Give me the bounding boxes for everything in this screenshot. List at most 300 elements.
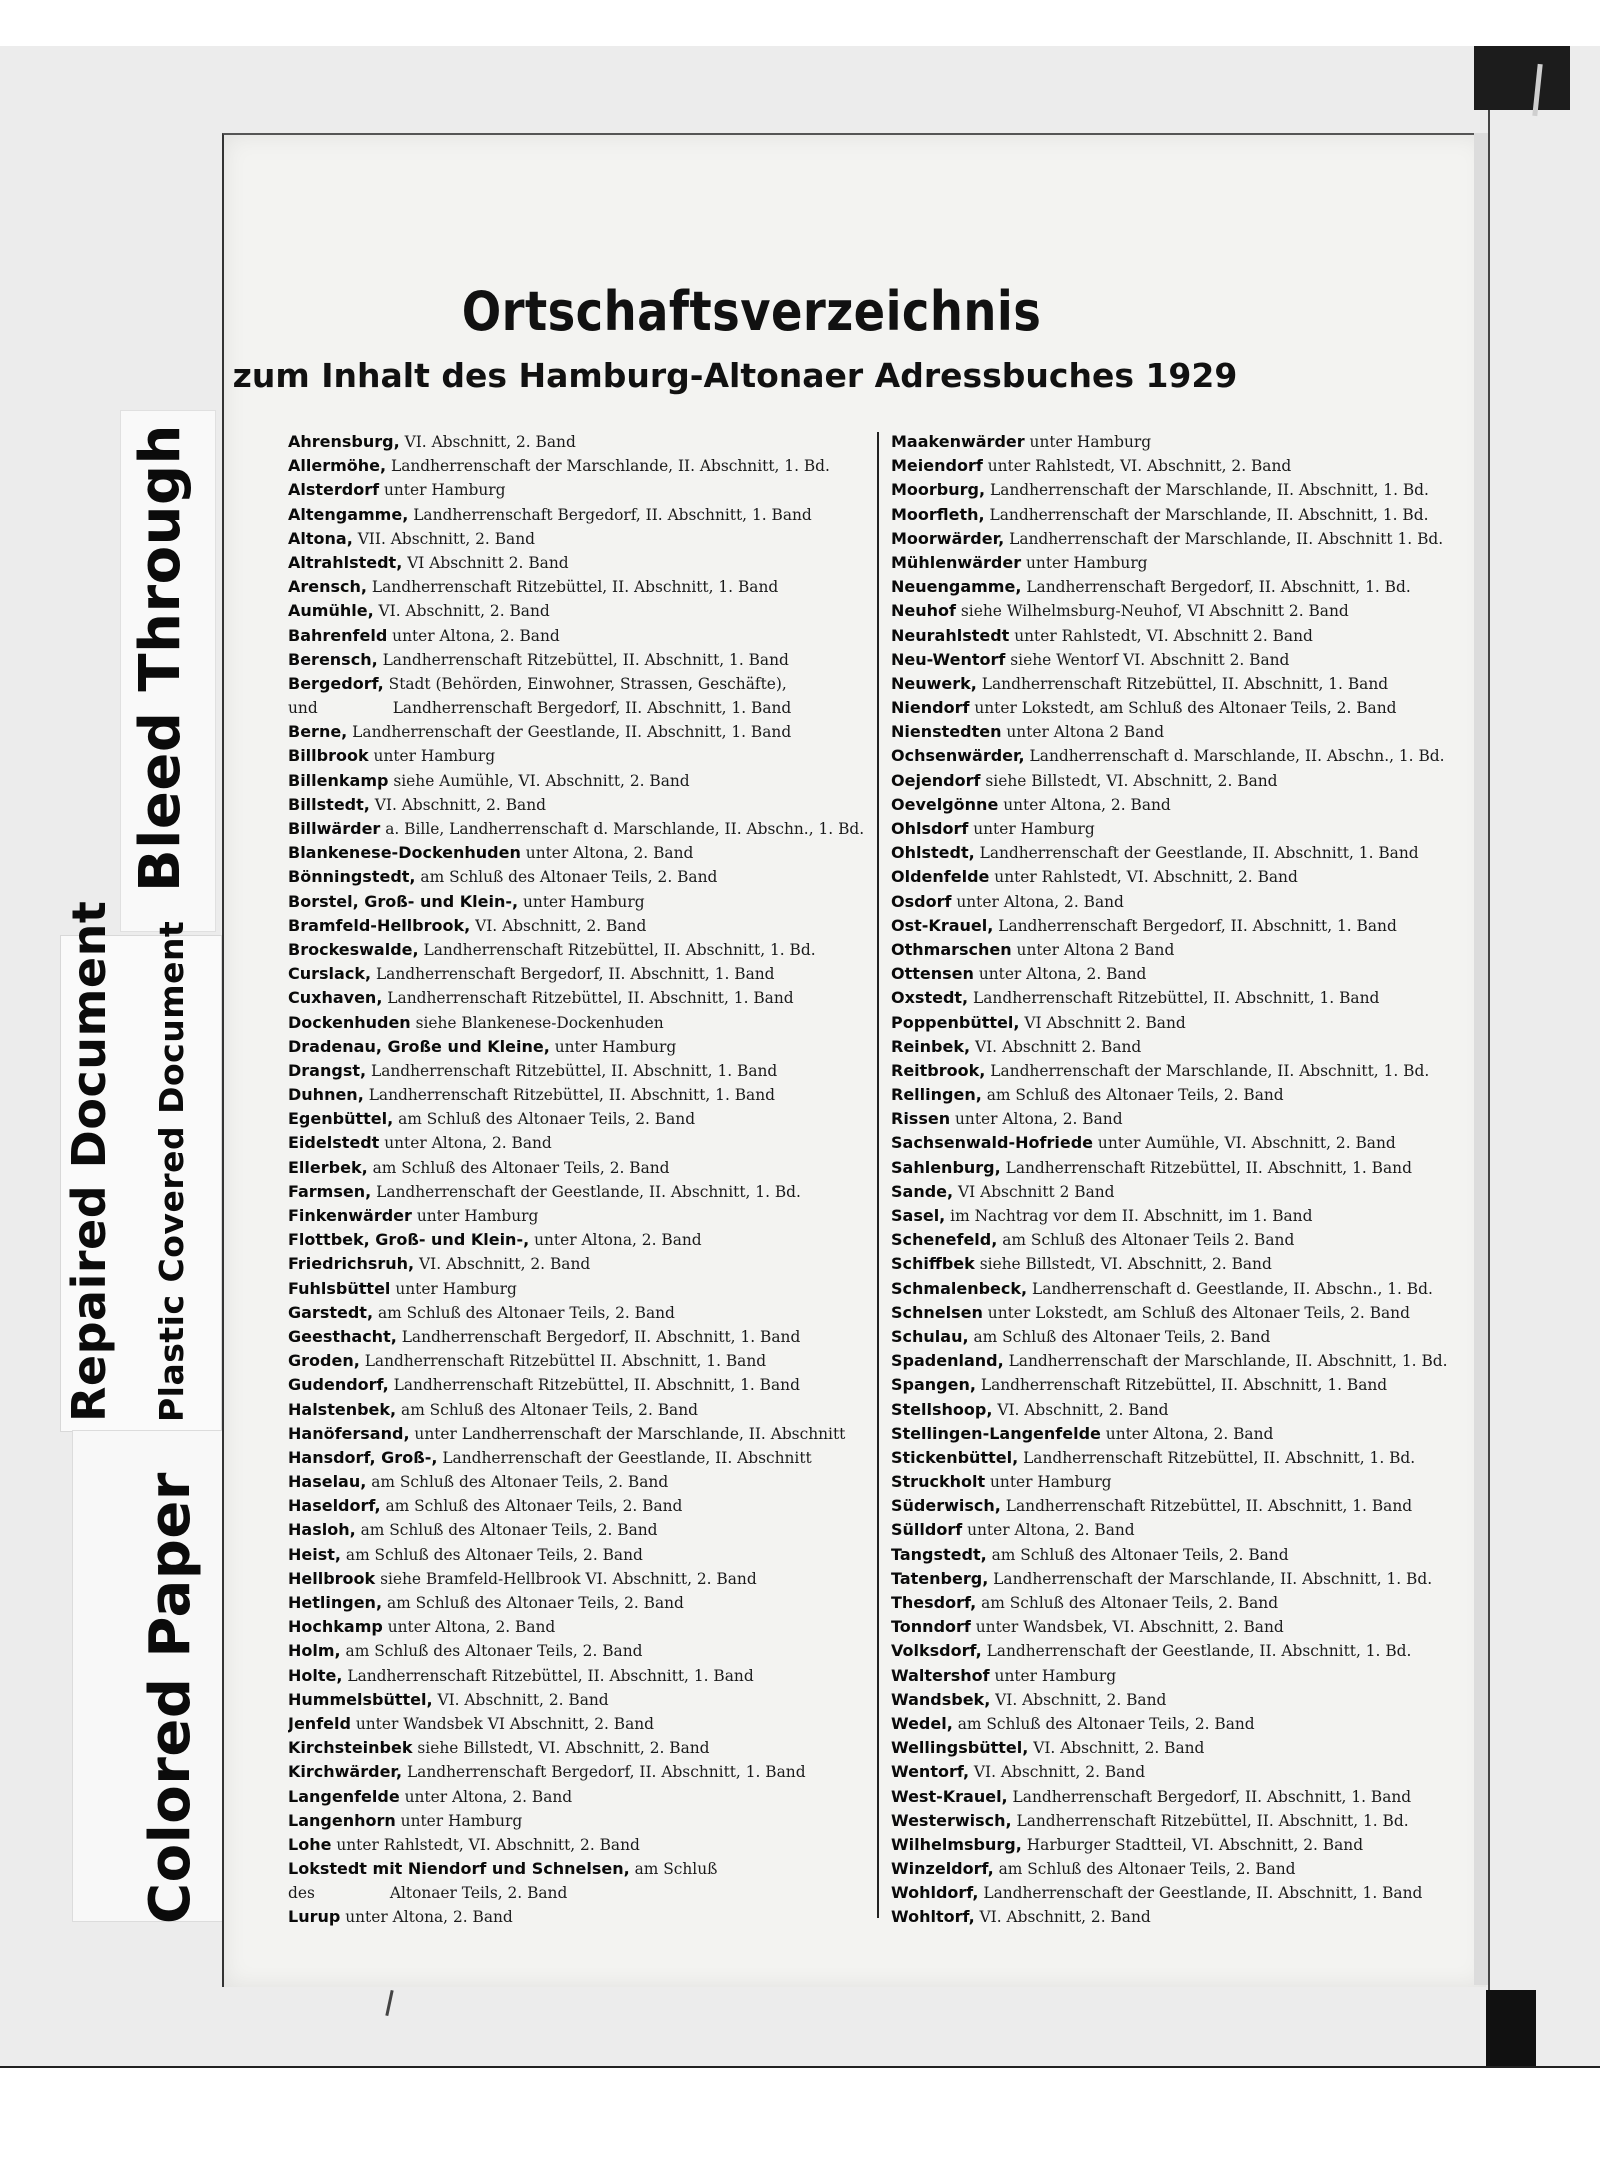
index-entry [891, 1252, 1461, 1276]
index-entry [288, 1446, 866, 1470]
place-reference: Landherrenschaft der Marschlande, II. Abschnitt 1. Bd. [1009, 529, 1444, 548]
place-reference: unter Altona 2 Band [1006, 723, 1165, 742]
place-reference: Landherrenschaft Bergedorf, II. Abschnitt, 1. Band [1012, 1787, 1412, 1806]
place-reference: Landherrenschaft Bergedorf, II. Abschnitt, 1. Band [401, 1327, 801, 1346]
index-entry [288, 430, 866, 454]
place-reference: am Schluß des Altonaer Teils, 2. Band [401, 1400, 698, 1419]
place-name: Maakenwärder [891, 432, 1025, 451]
index-entry [288, 1518, 866, 1542]
index-entry [891, 1083, 1461, 1107]
index-entry [891, 624, 1461, 648]
index-entry [288, 720, 866, 744]
place-reference: Landherrenschaft Ritzebüttel, II. Abschnitt, 1. Bd. [1023, 1448, 1416, 1467]
index-entry [288, 454, 866, 478]
place-name: Bergedorf, [288, 673, 384, 693]
place-reference: am Schluß des Altonaer Teils, 2. Band [957, 1714, 1255, 1733]
index-entry [891, 1543, 1461, 1567]
place-name: Aumühle, [288, 601, 374, 621]
place-name: Hasloh, [288, 1520, 356, 1540]
index-entry [288, 1301, 866, 1325]
place-reference: am Schluß des Altonaer Teils, 2. Band [372, 1158, 670, 1177]
place-reference: am Schluß des Altonaer Teils, 2. Band [981, 1594, 1279, 1612]
place-reference: unter Altona, 2. Band [525, 844, 694, 863]
place-name: Poppenbüttel, [891, 1012, 1020, 1032]
place-name: Sande, [891, 1181, 954, 1201]
place-name: Winzeldorf, [891, 1859, 994, 1879]
index-entry [288, 1905, 866, 1929]
index-entry [891, 817, 1461, 841]
place-name: Billwärder [288, 819, 381, 839]
place-name: Oldenfelde [891, 867, 990, 887]
index-entry [288, 478, 866, 502]
place-reference: Landherrenschaft der Geestlande, II. Abschnitt, 1. Bd. [376, 1182, 801, 1201]
place-name: Wellingsbüttel, [891, 1738, 1029, 1758]
index-entry [288, 575, 866, 599]
index-entry [891, 1156, 1461, 1180]
place-reference: unter Hamburg [973, 820, 1095, 838]
index-entry [891, 769, 1461, 793]
label-repaired-document: Repaired Document [62, 900, 116, 1422]
document-page-edge [1474, 133, 1488, 1985]
place-reference: siehe Billstedt, VI. Abschnitt, 2. Band [985, 771, 1278, 790]
place-name: Neuengamme, [891, 577, 1022, 597]
index-entry [288, 1373, 866, 1397]
place-name: Haselau, [288, 1472, 367, 1492]
place-reference: Stadt (Behörden, Einwohner, Strassen, Geschäfte), und [288, 674, 787, 717]
place-reference: am Schluß des [288, 1860, 718, 1903]
place-name: Holm, [288, 1641, 341, 1661]
place-reference: VI. Abschnitt, 2. Band [1033, 1739, 1205, 1758]
index-entry [288, 1567, 866, 1591]
place-reference: am Schluß des Altonaer Teils, 2. Band [398, 1110, 696, 1129]
index-entry [891, 1567, 1461, 1591]
place-reference: unter Landherrenschaft der Marschlande, II. Abschnitt [414, 1424, 846, 1443]
place-reference: Landherrenschaft Ritzebüttel, II. Abschnitt, 1. Band [371, 578, 779, 597]
place-reference: Landherrenschaft Ritzebüttel, II. Abschnitt, 1. Band [981, 674, 1389, 693]
label-colored-paper: Colored Paper [138, 1472, 203, 1924]
place-name: Westerwisch, [891, 1810, 1012, 1830]
place-name: West-Krauel, [891, 1786, 1008, 1806]
place-reference: siehe Wentorf VI. Abschnitt 2. Band [1010, 650, 1290, 669]
place-name: Volksdorf, [891, 1641, 982, 1661]
place-name: Neurahlstedt [891, 625, 1010, 645]
place-name: Altengamme, [288, 504, 409, 524]
place-name: Hanöfersand, [288, 1423, 410, 1443]
index-entry [891, 1857, 1461, 1881]
index-entry [891, 527, 1461, 551]
place-name: Bönningstedt, [288, 867, 416, 887]
place-name: Egenbüttel, [288, 1109, 394, 1129]
place-name: Stellingen-Langenfelde [891, 1423, 1101, 1443]
place-reference-continued: Landherrenschaft Bergedorf, II. Abschnitt, 1. Band [392, 698, 792, 717]
place-name: Gudendorf, [288, 1375, 389, 1395]
index-entry [288, 1688, 866, 1712]
place-name: Wohldorf, [891, 1883, 979, 1903]
index-entry [288, 672, 866, 720]
place-name: Altrahlstedt, [288, 552, 403, 572]
place-name: Tatenberg, [891, 1568, 989, 1588]
place-name: Nienstedten [891, 722, 1002, 742]
place-name: Reitbrook, [891, 1060, 986, 1080]
index-entry [891, 1204, 1461, 1228]
index-entry [891, 599, 1461, 623]
place-name: Hetlingen, [288, 1593, 383, 1613]
place-name: Osdorf [891, 891, 952, 911]
index-entry [288, 962, 866, 986]
place-name: Altona, [288, 528, 353, 548]
place-name: Oxstedt, [891, 988, 969, 1008]
place-name: Waltershof [891, 1665, 990, 1685]
index-entry [891, 1881, 1461, 1905]
place-name: Lokstedt mit Niendorf und Schnelsen, [288, 1859, 630, 1879]
index-entry [891, 503, 1461, 527]
place-name: Othmarschen [891, 939, 1012, 959]
index-entry [891, 938, 1461, 962]
place-name: Cuxhaven, [288, 988, 383, 1008]
index-entry [891, 1833, 1461, 1857]
place-reference: siehe Blankenese-Dockenhuden [415, 1013, 664, 1032]
place-name: Bahrenfeld [288, 625, 388, 645]
place-reference: am Schluß des Altonaer Teils, 2. Band [371, 1473, 669, 1492]
place-reference: Landherrenschaft der Geestlande, II. Abschnitt, 1. Band [983, 1884, 1423, 1903]
place-reference: am Schluß des Altonaer Teils, 2. Band [377, 1303, 675, 1322]
place-name: Rellingen, [891, 1085, 982, 1105]
place-name: Neuhof [891, 601, 956, 621]
place-name: Ohlstedt, [891, 843, 975, 863]
place-name: Drangst, [288, 1060, 367, 1080]
index-entry [288, 744, 866, 768]
scan-bottom-margin [0, 2066, 1600, 2179]
place-reference: unter Hamburg [554, 1037, 677, 1056]
index-entry [891, 1180, 1461, 1204]
place-reference: Landherrenschaft der Geestlande, II. Abschnitt [442, 1448, 812, 1467]
index-entry [288, 1349, 866, 1373]
place-reference: VI Abschnitt 2. Band [1024, 1013, 1186, 1032]
label-bleed-through: Bleed Through [128, 424, 193, 892]
place-name: Borstel, Groß- und Klein-, [288, 891, 519, 911]
index-entry [288, 1107, 866, 1131]
index-entry [288, 1785, 866, 1809]
place-name: Curslack, [288, 964, 372, 984]
place-name: Hansdorf, Groß-, [288, 1447, 438, 1467]
index-entry [288, 1809, 866, 1833]
place-name: Blankenese-Dockenhuden [288, 843, 521, 863]
index-entry [288, 527, 866, 551]
place-name: Finkenwärder [288, 1206, 412, 1226]
place-reference: unter Altona, 2. Band [384, 1134, 552, 1153]
place-name: Süderwisch, [891, 1496, 1001, 1516]
place-reference: Landherrenschaft der Marschlande, II. Abschnitt, 1. Bd. [989, 481, 1429, 500]
index-entry [288, 1712, 866, 1736]
index-entry [288, 1398, 866, 1422]
index-entry [891, 551, 1461, 575]
place-reference: unter Hamburg [416, 1207, 539, 1226]
column-divider [877, 432, 879, 1918]
index-entry [891, 720, 1461, 744]
place-reference: siehe Billstedt, VI. Abschnitt, 2. Band [417, 1739, 710, 1758]
place-name: Mühlenwärder [891, 552, 1022, 572]
place-reference: unter Altona, 2. Band [404, 1787, 573, 1806]
place-reference: VI Abschnitt 2 Band [958, 1182, 1115, 1201]
place-name: Billbrook [288, 746, 369, 766]
index-entry [891, 1107, 1461, 1131]
place-reference: VII. Abschnitt, 2. Band [357, 529, 535, 548]
place-reference: unter Altona, 2. Band [1105, 1424, 1274, 1443]
index-entry [891, 1035, 1461, 1059]
index-entry [891, 744, 1461, 768]
place-name: Ottensen [891, 964, 974, 984]
place-name: Lohe [288, 1834, 332, 1854]
place-name: Berne, [288, 722, 348, 742]
index-entry [891, 1494, 1461, 1518]
place-reference: siehe Wilhelmsburg-Neuhof, VI Abschnitt 2. Band [960, 602, 1349, 621]
index-entry [891, 454, 1461, 478]
index-entry [891, 478, 1461, 502]
index-entry [891, 1228, 1461, 1252]
place-name: Stellshoop, [891, 1399, 993, 1419]
place-name: Duhnen, [288, 1085, 364, 1105]
place-reference: unter Altona, 2. Band [534, 1231, 702, 1250]
place-reference: Landherrenschaft der Marschlande, II. Abschnitt, 1. Bd. [989, 505, 1429, 524]
place-name: Reinbek, [891, 1036, 971, 1056]
index-entry [288, 551, 866, 575]
place-reference: unter Altona, 2. Band [967, 1521, 1135, 1540]
index-entry [891, 1785, 1461, 1809]
place-reference: Landherrenschaft Bergedorf, II. Abschnitt, 1. Band [413, 505, 812, 524]
index-entry [288, 793, 866, 817]
place-name: Friedrichsruh, [288, 1254, 415, 1274]
place-reference: unter Hamburg [373, 747, 496, 766]
index-entry [288, 1325, 866, 1349]
place-name: Arensch, [288, 577, 367, 597]
place-name: Moorfleth, [891, 504, 985, 524]
index-entry [891, 890, 1461, 914]
index-entry [891, 865, 1461, 889]
place-reference: Landherrenschaft der Marschlande, II. Abschnitt, 1. Bd. [390, 457, 830, 476]
place-name: Jenfeld [288, 1713, 351, 1733]
place-name: Langenfelde [288, 1786, 400, 1806]
place-name: Hochkamp [288, 1617, 383, 1637]
place-name: Garstedt, [288, 1302, 374, 1322]
place-reference: siehe Billstedt, VI. Abschnitt, 2. Band [979, 1255, 1272, 1274]
place-name: Wedel, [891, 1713, 953, 1733]
place-reference: Landherrenschaft Bergedorf, II. Abschnitt, 1. Band [375, 965, 775, 984]
place-reference: Landherrenschaft der Marschlande, II. Abschnitt, 1. Bd. [993, 1569, 1433, 1588]
place-reference: unter Hamburg [1026, 553, 1148, 572]
index-entry [288, 1277, 866, 1301]
place-reference: unter Altona 2 Band [1016, 940, 1175, 959]
index-entry [891, 986, 1461, 1010]
place-reference: a. Bille, Landherrenschaft d. Marschlande, II. Abschn., 1. Bd. [385, 820, 865, 839]
place-reference: am Schluß des Altonaer Teils, 2. Band [998, 1860, 1296, 1879]
place-name: Langenhorn [288, 1810, 396, 1830]
place-reference: unter Hamburg [395, 1279, 517, 1298]
index-entry [288, 1011, 866, 1035]
place-reference: VI. Abschnitt, 2. Band [374, 795, 546, 814]
index-entry [288, 1252, 866, 1276]
place-name: Wentorf, [891, 1762, 970, 1782]
index-entry [288, 865, 866, 889]
index-entry [288, 1083, 866, 1107]
place-name: Kirchwärder, [288, 1762, 403, 1782]
place-reference: Landherrenschaft Ritzebüttel, II. Abschnitt, 1. Bd. [423, 940, 816, 959]
place-reference: unter Rahlstedt, VI. Abschnitt, 2. Band [987, 457, 1292, 476]
place-name: Oevelgönne [891, 794, 999, 814]
place-name: Neu-Wentorf [891, 649, 1006, 669]
index-entry [891, 648, 1461, 672]
place-reference: unter Altona, 2. Band [392, 626, 560, 645]
index-entry [288, 1422, 866, 1446]
place-reference: siehe Bramfeld-Hellbrook VI. Abschnitt, 2. Band [380, 1569, 757, 1588]
place-name: Spadenland, [891, 1351, 1004, 1371]
place-name: Geesthacht, [288, 1326, 397, 1346]
index-entry [288, 648, 866, 672]
place-name: Billstedt, [288, 794, 370, 814]
place-reference: VI Abschnitt 2. Band [407, 553, 569, 572]
index-entry [288, 503, 866, 527]
index-entry [891, 1349, 1461, 1373]
place-reference: Harburger Stadtteil, VI. Abschnitt, 2. Band [1026, 1835, 1364, 1854]
index-entry [288, 769, 866, 793]
scan-top-margin [0, 0, 1600, 46]
index-entry [891, 1059, 1461, 1083]
place-name: Hummelsbüttel, [288, 1689, 433, 1709]
place-name: Sülldorf [891, 1520, 963, 1540]
binder-clip-top [1474, 46, 1570, 110]
place-reference: am Schluß des Altonaer Teils, 2. Band [991, 1545, 1289, 1564]
index-entry [891, 1470, 1461, 1494]
place-reference: am Schluß des Altonaer Teils, 2. Band [986, 1086, 1284, 1105]
index-entry [891, 1688, 1461, 1712]
place-reference: unter Hamburg [383, 481, 506, 500]
place-name: Lurup [288, 1907, 341, 1927]
index-entry [891, 1905, 1461, 1929]
place-reference: Landherrenschaft Ritzebüttel, II. Abschnitt, 1. Band [387, 989, 794, 1008]
index-entry [288, 1543, 866, 1567]
index-entry [891, 914, 1461, 938]
index-entry [288, 1615, 866, 1639]
place-reference: VI. Abschnitt, 2. Band [437, 1690, 609, 1709]
index-entry [891, 575, 1461, 599]
place-name: Farmsen, [288, 1181, 372, 1201]
place-reference: unter Hamburg [1029, 433, 1152, 451]
place-name: Schulau, [891, 1326, 969, 1346]
place-name: Heist, [288, 1544, 341, 1564]
place-reference: Landherrenschaft Ritzebüttel, II. Abschnitt, 1. Band [347, 1666, 754, 1685]
index-entry [891, 1736, 1461, 1760]
place-reference: am Schluß des Altonaer Teils, 2. Band [973, 1327, 1271, 1346]
index-entry [288, 1639, 866, 1663]
place-name: Ochsenwärder, [891, 746, 1025, 766]
place-reference: unter Wandsbek VI Abschnitt, 2. Band [355, 1714, 655, 1733]
index-entry [288, 1470, 866, 1494]
index-entry [891, 1760, 1461, 1784]
place-reference: am Schluß des Altonaer Teils, 2. Band [386, 1594, 684, 1613]
place-name: Sasel, [891, 1206, 946, 1225]
place-reference: Landherrenschaft Ritzebüttel, II. Abschnitt, 1. Band [973, 989, 1380, 1008]
index-entry [288, 1059, 866, 1083]
index-entry [288, 986, 866, 1010]
place-name: Halstenbek, [288, 1399, 397, 1419]
place-name: Ost-Krauel, [891, 915, 994, 935]
document-title: Ortschaftsverzeichnis [461, 280, 1042, 343]
place-reference: Landherrenschaft Ritzebüttel, II. Abschnitt, 1. Band [393, 1376, 800, 1395]
place-name: Allermöhe, [288, 456, 387, 476]
place-reference: Landherrenschaft Bergedorf, II. Abschnitt, 1. Band [406, 1763, 806, 1782]
place-name: Haseldorf, [288, 1496, 381, 1516]
index-entry [891, 1446, 1461, 1470]
place-name: Oejendorf [891, 770, 981, 790]
index-entry [288, 1664, 866, 1688]
index-entry [288, 599, 866, 623]
place-name: Ahrensburg, [288, 432, 400, 451]
index-entry [891, 1518, 1461, 1542]
place-reference: Landherrenschaft Ritzebüttel, II. Abschnitt, 1. Band [368, 1086, 775, 1105]
place-reference: unter Hamburg [994, 1666, 1117, 1685]
place-reference: unter Hamburg [990, 1473, 1112, 1492]
index-entry [891, 1615, 1461, 1639]
place-reference: unter Hamburg [523, 892, 645, 911]
place-name: Thesdorf, [891, 1593, 977, 1612]
place-name: Schenefeld, [891, 1230, 998, 1250]
place-reference: im Nachtrag vor dem II. Abschnitt, im 1. Band [950, 1207, 1313, 1225]
place-name: Wandsbek, [891, 1689, 991, 1709]
place-name: Ellerbek, [288, 1157, 368, 1177]
place-name: Berensch, [288, 649, 378, 669]
place-name: Billenkamp [288, 770, 389, 790]
place-name: Ohlsdorf [891, 819, 969, 838]
index-entry [288, 1857, 866, 1905]
place-reference: Landherrenschaft der Geestlande, II. Abschnitt, 1. Band [352, 723, 792, 742]
index-entry [891, 696, 1461, 720]
place-reference: Landherrenschaft Ritzebüttel, II. Abschnitt, 1. Bd. [1016, 1811, 1409, 1830]
place-reference: VI. Abschnitt, 2. Band [404, 433, 576, 451]
place-name: Meiendorf [891, 456, 983, 476]
left-column [288, 430, 866, 1930]
index-entry [891, 841, 1461, 865]
place-reference: unter Altona, 2. Band [387, 1618, 556, 1637]
place-name: Brockeswalde, [288, 939, 419, 959]
place-reference: Landherrenschaft Bergedorf, II. Abschnitt, 1. Bd. [1026, 578, 1411, 597]
place-name: Schiffbek [891, 1254, 975, 1274]
place-reference: VI. Abschnitt 2. Band [974, 1037, 1142, 1056]
place-reference: am Schluß des Altonaer Teils 2. Band [1002, 1231, 1295, 1250]
place-reference: VI. Abschnitt, 2. Band [419, 1255, 591, 1274]
place-name: Holte, [288, 1665, 343, 1685]
place-name: Schmalenbeck, [891, 1278, 1028, 1298]
index-entry [891, 1712, 1461, 1736]
place-name: Tonndorf [891, 1617, 971, 1637]
index-entry [891, 430, 1461, 454]
index-entry [288, 817, 866, 841]
place-name: Wilhelmsburg, [891, 1834, 1022, 1854]
place-reference: VI. Abschnitt, 2. Band [378, 602, 550, 621]
place-reference: VI. Abschnitt, 2. Band [475, 916, 647, 935]
right-column [891, 430, 1461, 1930]
place-name: Dockenhuden [288, 1012, 411, 1032]
place-reference: Landherrenschaft der Geestlande, II. Abschnitt, 1. Band [979, 844, 1419, 863]
place-reference: Landherrenschaft Ritzebüttel II. Abschnitt, 1. Band [364, 1352, 767, 1371]
place-reference: am Schluß des Altonaer Teils, 2. Band [345, 1642, 643, 1661]
place-name: Hellbrook [288, 1568, 376, 1588]
place-reference: unter Altona, 2. Band [345, 1908, 513, 1927]
index-entry [288, 1833, 866, 1857]
place-reference: Landherrenschaft d. Marschlande, II. Abschn., 1. Bd. [1029, 747, 1445, 766]
place-name: Wohltorf, [891, 1907, 975, 1927]
place-reference: am Schluß des Altonaer Teils, 2. Band [420, 868, 718, 887]
place-name: Neuwerk, [891, 673, 977, 693]
place-reference: unter Altona, 2. Band [955, 1110, 1123, 1129]
